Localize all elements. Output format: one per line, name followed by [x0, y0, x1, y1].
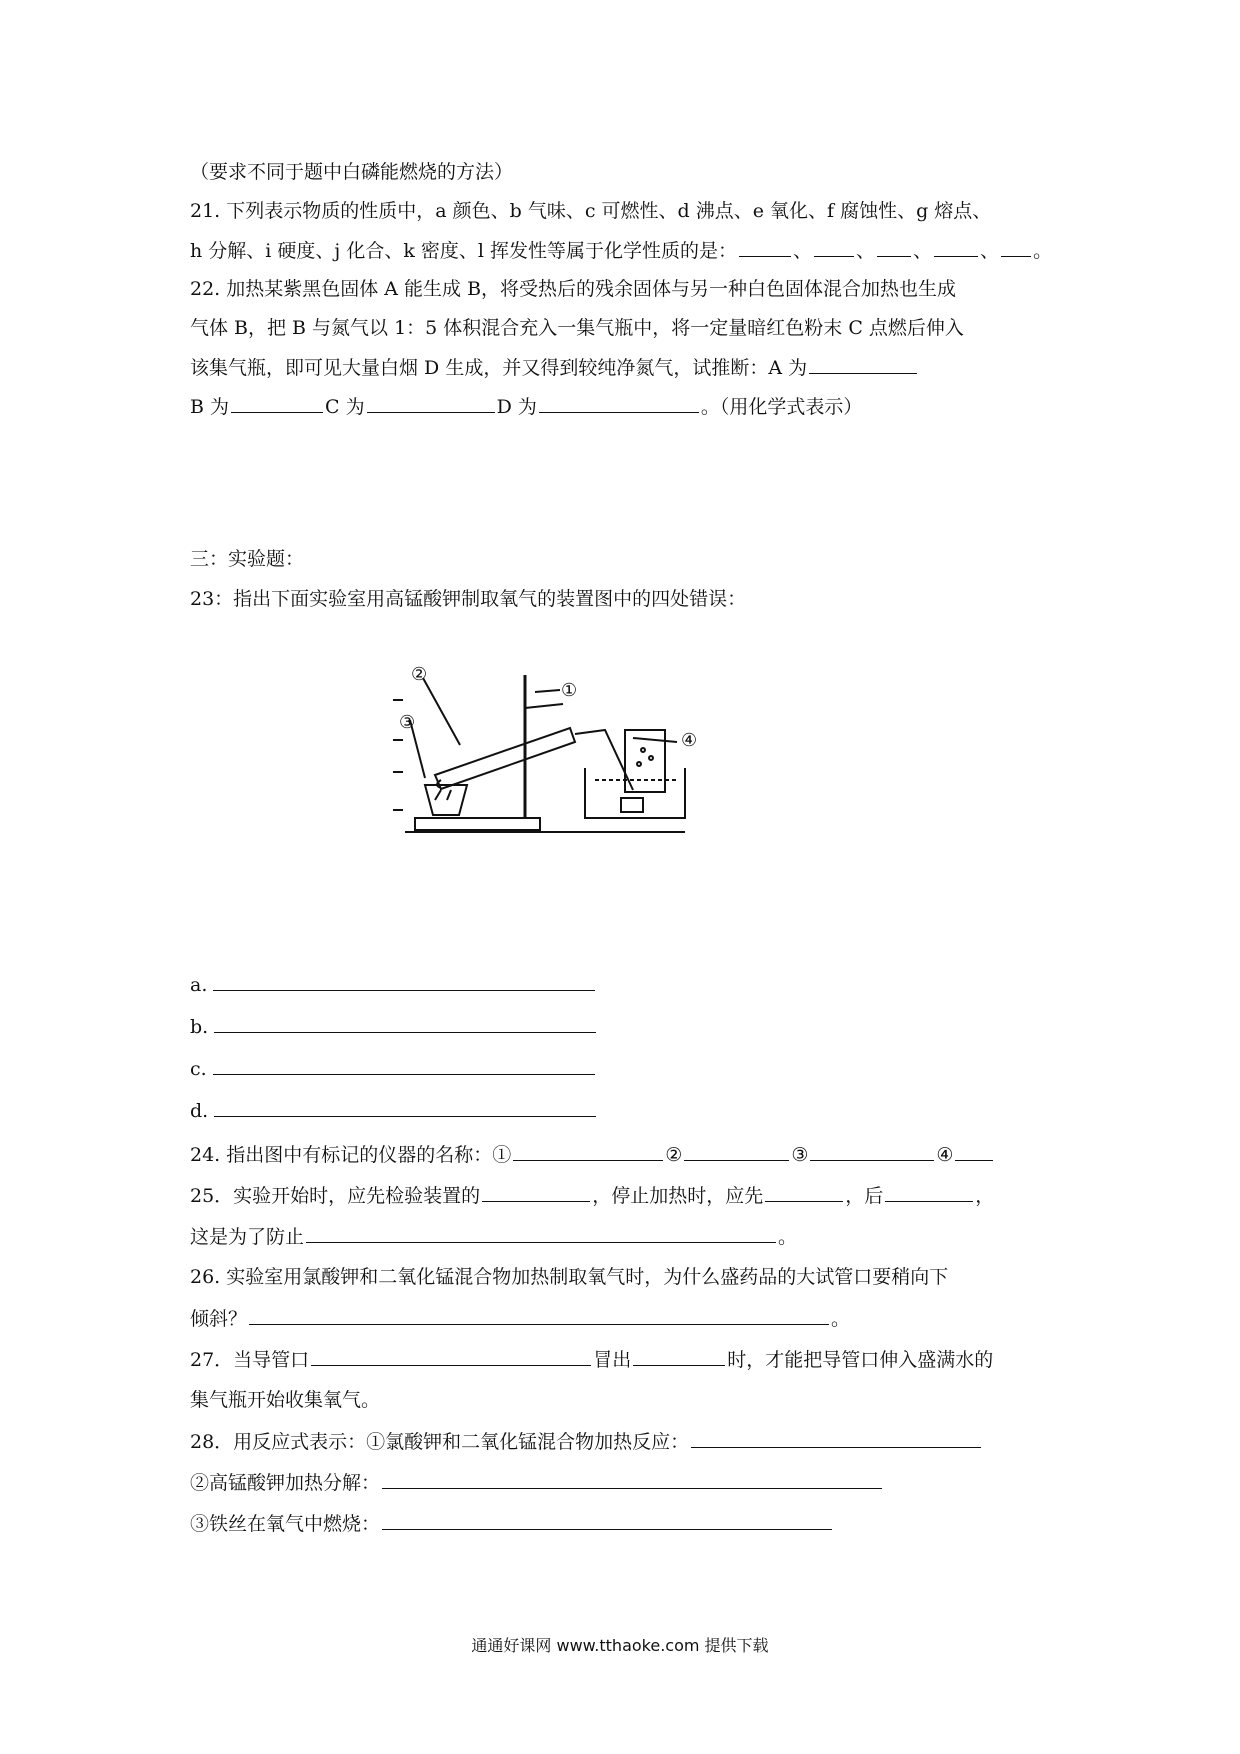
q22-blank-d[interactable]: [539, 394, 699, 413]
q26-blank[interactable]: [249, 1306, 829, 1325]
q27-text-c: 时，才能把导管口伸入盛满水的: [727, 1349, 994, 1371]
period: 。: [1033, 240, 1053, 262]
q21-line2: [190, 238, 1052, 263]
q25-text-c: ，后: [845, 1185, 884, 1207]
q21-blank-4[interactable]: [934, 238, 978, 257]
dot: 、: [980, 240, 1000, 262]
q22-blank-b[interactable]: [231, 394, 323, 413]
stand-base: [415, 818, 540, 830]
q21-blank-5[interactable]: [1001, 238, 1031, 257]
q22-d-label: D 为: [496, 396, 537, 418]
q24-mark-3: ③: [791, 1144, 809, 1166]
answer-blank-d[interactable]: [214, 1098, 596, 1117]
q25-blank-4[interactable]: [306, 1224, 776, 1243]
answer-label: c.: [190, 1058, 207, 1080]
q27-line1: [190, 1347, 993, 1372]
q25-text-b: ，停止加热时，应先: [592, 1185, 764, 1207]
q22-tail: 。（用化学式表示）: [700, 396, 863, 418]
q28-text-b: ②高锰酸钾加热分解：: [190, 1472, 381, 1494]
q24-blank-3[interactable]: [810, 1142, 934, 1161]
answer-row-a: [190, 972, 597, 997]
q22-line3-text: 该集气瓶，即可见大量白烟 D 生成，并又得到较纯净氮气，试推断：A 为: [190, 357, 808, 379]
bubble: [649, 756, 653, 760]
clamp-arm: [525, 704, 563, 708]
q28-text-a: 28．用反应式表示：①氯酸钾和二氧化锰混合物加热反应：: [190, 1431, 690, 1453]
q25-text-d: ，: [975, 1185, 995, 1207]
q21-blank-2[interactable]: [814, 238, 854, 257]
q21-line2-text: h 分解、i 硬度、j 化合、k 密度、l 挥发性等属于化学性质的是：: [190, 240, 737, 262]
q28-blank-3[interactable]: [382, 1511, 832, 1530]
q26-line1: 26. 实验室用氯酸钾和二氧化锰混合物加热制取氧气时，为什么盛药品的大试管口要稍向下: [190, 1266, 949, 1288]
lamp-flame: [435, 790, 451, 800]
answer-label: a.: [190, 974, 208, 996]
alcohol-lamp: [425, 785, 467, 815]
q24-line: [190, 1142, 995, 1167]
q23-text: 23：指出下面实验室用高锰酸钾制取氧气的装置图中的四处错误：: [190, 588, 747, 610]
q21-line1: 21. 下列表示物质的性质中，a 颜色、b 气味、c 可燃性、d 沸点、e 氧化、f 腐蚀性、g 熔点、: [190, 200, 992, 222]
answer-row-c: [190, 1056, 597, 1081]
q27-blank-2[interactable]: [633, 1347, 725, 1366]
answer-label: d.: [190, 1100, 209, 1122]
dot: 、: [913, 240, 933, 262]
marker-4: ④: [681, 730, 698, 751]
q27-text-a: 27．当导管口: [190, 1349, 310, 1371]
page-footer: 通通好课网 www.tthaoke.com 提供下载: [471, 1636, 769, 1655]
answer-blank-c[interactable]: [213, 1056, 595, 1075]
q27-blank-1[interactable]: [311, 1347, 591, 1366]
q22-line4: [190, 394, 862, 419]
q22-line2: 气体 B，把 B 与氮气以 1：5 体积混合充入一集气瓶中，将一定量暗红色粉末 C 点燃后伸入: [190, 317, 964, 339]
bubble: [637, 762, 641, 766]
pointer-2: [423, 678, 460, 745]
dot: 、: [793, 240, 813, 262]
q22-line3: [190, 355, 919, 380]
bubble: [641, 748, 645, 752]
dot: 、: [856, 240, 876, 262]
q22-blank-a[interactable]: [809, 355, 917, 374]
q25-text-e: 这是为了防止: [190, 1226, 305, 1248]
q24-text: 24. 指出图中有标记的仪器的名称：①: [190, 1144, 512, 1166]
pointer-1: [535, 690, 560, 692]
marker-3: ③: [399, 712, 416, 733]
q27-line2: 集气瓶开始收集氧气。: [190, 1389, 381, 1411]
q25-blank-3[interactable]: [885, 1183, 973, 1202]
note-line: （要求不同于题中白磷能燃烧的方法）: [190, 161, 514, 183]
q25-text-a: 25．实验开始时，应先检验装置的: [190, 1185, 481, 1207]
q26-line2: [190, 1306, 850, 1331]
marker-1: ①: [561, 680, 578, 701]
q22-blank-c[interactable]: [367, 394, 495, 413]
answer-blank-b[interactable]: [214, 1014, 596, 1033]
answer-label: b.: [190, 1016, 209, 1038]
q25-blank-1[interactable]: [482, 1183, 590, 1202]
q28-line2: [190, 1470, 884, 1495]
section-3-title: 三：实验题：: [190, 548, 305, 570]
q21-blank-3[interactable]: [877, 238, 911, 257]
q28-line1: [190, 1429, 983, 1454]
q24-blank-1[interactable]: [513, 1142, 663, 1161]
q24-blank-4[interactable]: [955, 1142, 993, 1161]
answer-row-b: [190, 1014, 598, 1039]
q28-blank-1[interactable]: [691, 1429, 981, 1448]
q25-line2: [190, 1224, 797, 1249]
q27-text-b: 冒出: [593, 1349, 632, 1371]
marker-2: ②: [411, 664, 428, 685]
q21-blank-1[interactable]: [739, 238, 791, 257]
q22-line1: 22. 加热某紫黑色固体 A 能生成 B，将受热后的残余固体与另一种白色固体混合加热也生成: [190, 278, 957, 300]
q22-b-label: B 为: [190, 396, 230, 418]
q25-blank-2[interactable]: [765, 1183, 843, 1202]
q26-text-b: 倾斜？: [190, 1308, 248, 1330]
q24-blank-2[interactable]: [684, 1142, 789, 1161]
q28-text-c: ③铁丝在氧气中燃烧：: [190, 1513, 381, 1535]
q28-line3: [190, 1511, 834, 1536]
q26-text-c: 。: [831, 1308, 851, 1330]
q25-line1: [190, 1183, 994, 1208]
q25-text-f: 。: [778, 1226, 798, 1248]
pointer-4: [633, 738, 677, 742]
lab-apparatus-figure: [385, 660, 725, 835]
q28-blank-2[interactable]: [382, 1470, 882, 1489]
shelf: [621, 798, 643, 812]
q24-mark-4: ④: [936, 1144, 954, 1166]
answer-row-d: [190, 1098, 598, 1123]
q24-mark-2: ②: [665, 1144, 683, 1166]
answer-blank-a[interactable]: [213, 972, 595, 991]
q22-c-label: C 为: [325, 396, 365, 418]
